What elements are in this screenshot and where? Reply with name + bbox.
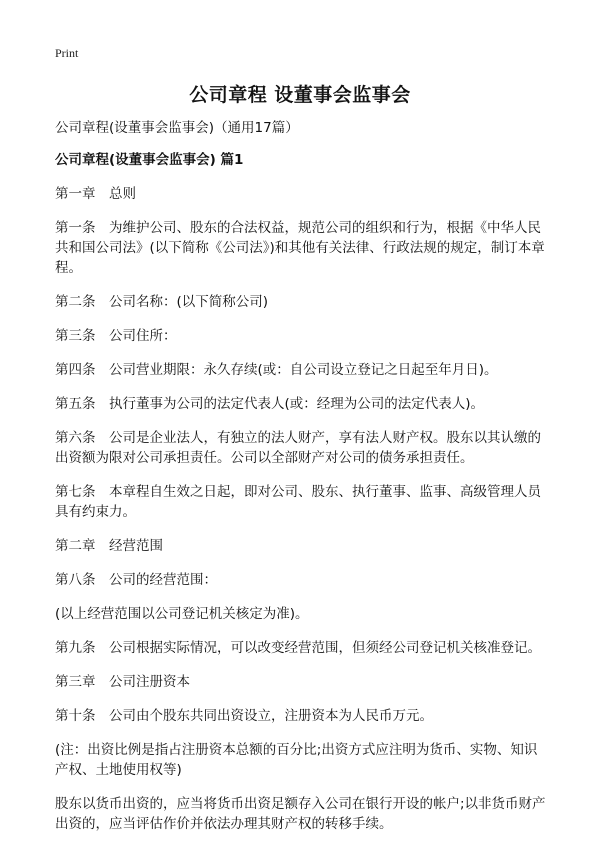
- paragraph-article-9: 第九条 公司根据实际情况，可以改变经营范围，但须经公司登记机关核准登记。: [55, 640, 541, 656]
- paragraph-article-7: 第七条 本章程自生效之日起，即对公司、股东、执行董事、监事、高级管理人员具有约束力。: [55, 484, 541, 520]
- section-heading: 公司章程(设董事会监事会) 篇1: [55, 152, 244, 168]
- document-subtitle: 公司章程(设董事会监事会)（通用17篇）: [55, 120, 299, 136]
- print-link[interactable]: Print: [55, 46, 79, 60]
- paragraph-chapter-2: 第二章 经营范围: [55, 538, 163, 554]
- paragraph-article-6: 第六条 公司是企业法人，有独立的法人财产，享有法人财产权。股东以其认缴的出资额为限对公司承担责任。公司以全部财产对公司的债务承担责任。: [55, 430, 541, 466]
- paragraph-article-8: 第八条 公司的经营范围：: [55, 572, 217, 588]
- paragraph-chapter-3: 第三章 公司注册资本: [55, 674, 190, 690]
- document-title: 公司章程 设董事会监事会: [189, 84, 411, 106]
- paragraph-cash-contribution: 股东以货币出资的，应当将货币出资足额存入公司在银行开设的帐户;以非货币财产出资的，应当评估作价并依法办理其财产权的转移手续。: [55, 796, 546, 832]
- paragraph-article-4: 第四条 公司营业期限：永久存续(或：自公司设立登记之日起至年月日)。: [55, 362, 498, 378]
- paragraph-article-1: 第一条 为维护公司、股东的合法权益，规范公司的组织和行为，根据《中华人民共和国公司法》(以下简称《公司法》)和其他有关法律、行政法规的规定，制订本章程。: [55, 220, 545, 276]
- paragraph-capital-note: (注：出资比例是指占注册资本总额的百分比;出资方式应注明为货币、实物、知识产权、土地使用权等): [55, 742, 538, 778]
- paragraph-article-10: 第十条 公司由个股东共同出资设立，注册资本为人民币万元。: [55, 708, 433, 724]
- paragraph-article-3: 第三条 公司住所：: [55, 328, 177, 344]
- paragraph-scope-note: (以上经营范围以公司登记机关核定为准)。: [55, 606, 309, 622]
- paragraph-article-5: 第五条 执行董事为公司的法定代表人(或：经理为公司的法定代表人)。: [55, 396, 485, 412]
- paragraph-chapter-1: 第一章 总则: [55, 186, 136, 202]
- document-body: [55, 118, 550, 848]
- paragraph-article-2: 第二条 公司名称：(以下简称公司): [55, 294, 269, 310]
